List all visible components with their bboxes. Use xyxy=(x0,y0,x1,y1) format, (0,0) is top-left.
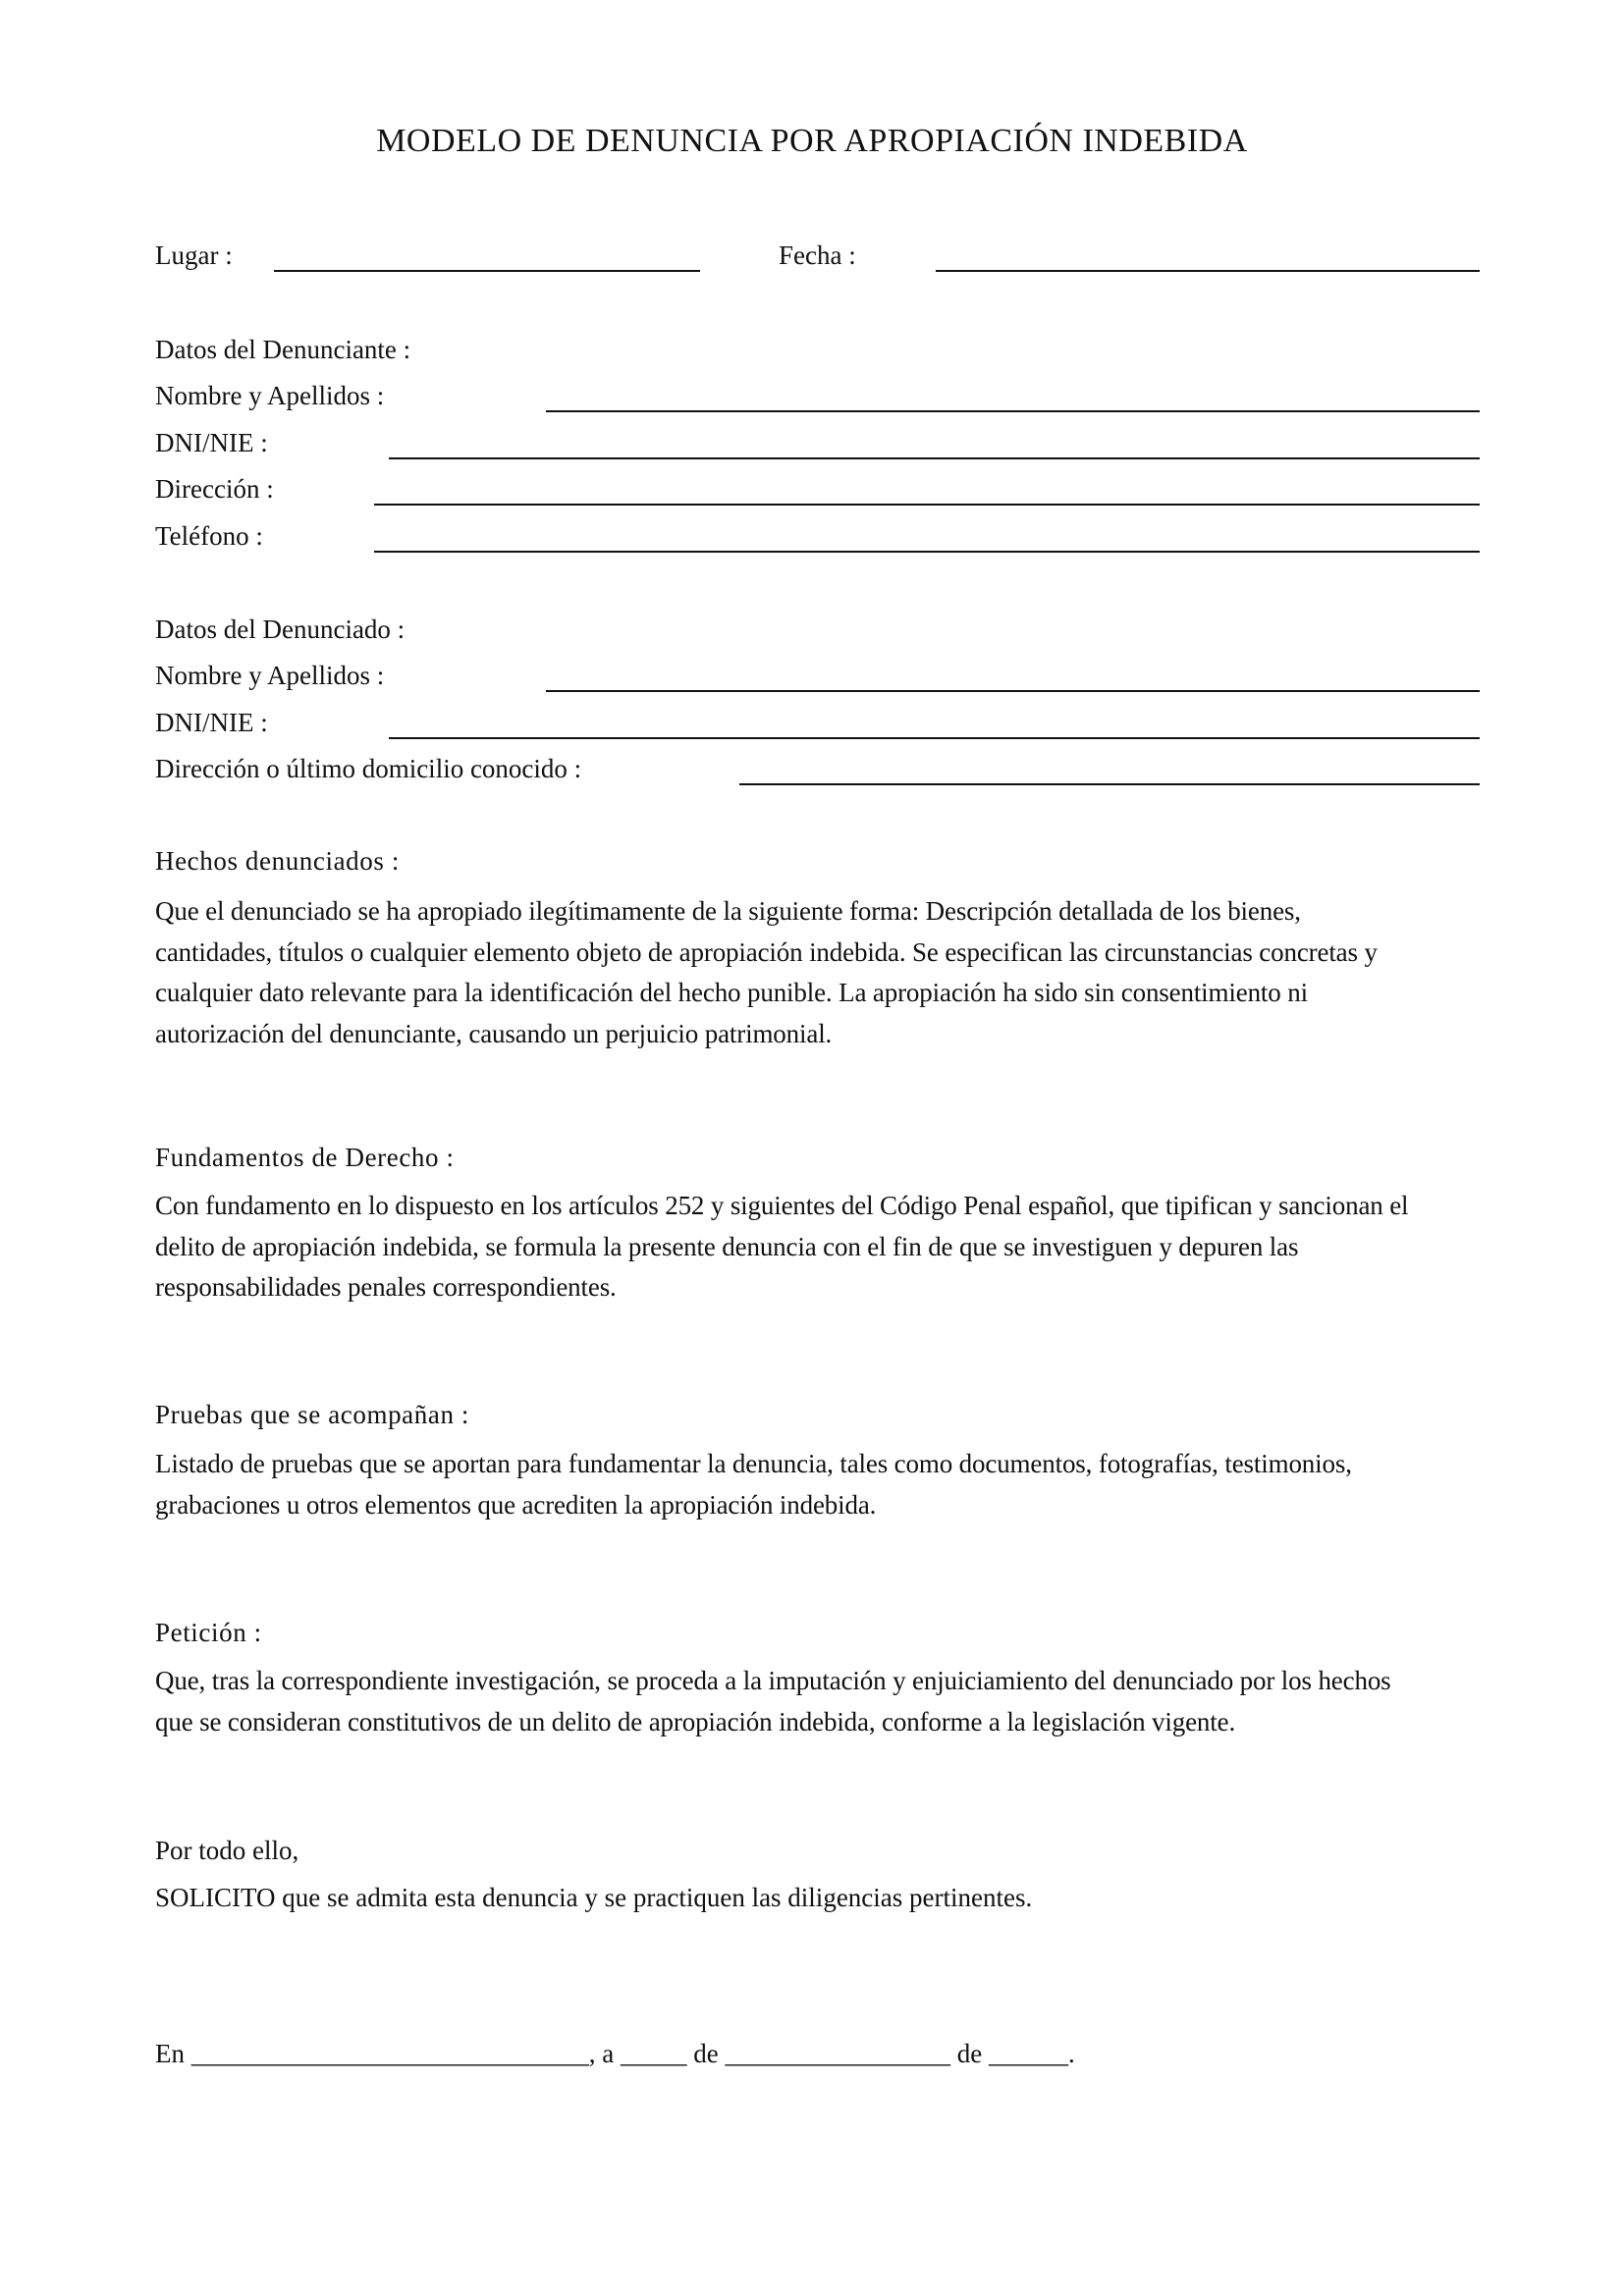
paragraph-line: que se consideran constitutivos de un delito de apropiación indebida, conforme a la legislación vigente. xyxy=(155,1706,1236,1736)
hechos-heading: Hechos denunciados : xyxy=(155,846,400,876)
paragraph-line: grabaciones u otros elementos que acrediten la apropiación indebida. xyxy=(155,1489,877,1520)
denunciante-telefono-label: Teléfono : xyxy=(155,521,263,551)
denunciante-dni-line[interactable] xyxy=(389,457,1480,459)
paragraph-line: Que el denunciado se ha apropiado ilegítimamente de la siguiente forma: Descripción detallada de los bienes, xyxy=(155,896,1301,926)
lugar-label: Lugar : xyxy=(155,240,233,270)
paragraph-line: delito de apropiación indebida, se formula la presente denuncia con el fin de que se investiguen y depuren las xyxy=(155,1231,1299,1261)
denunciante-nombre-line[interactable] xyxy=(546,410,1480,412)
peticion-heading: Petición : xyxy=(155,1618,262,1647)
denunciado-nombre-line[interactable] xyxy=(546,690,1480,692)
denunciado-direccion-label: Dirección o último domicilio conocido : xyxy=(155,754,582,783)
denunciado-dni-line[interactable] xyxy=(389,737,1480,739)
fecha-input-line[interactable] xyxy=(936,270,1480,272)
denunciante-heading: Datos del Denunciante : xyxy=(155,335,411,364)
pruebas-heading: Pruebas que se acompañan : xyxy=(155,1400,469,1429)
denunciado-nombre-label: Nombre y Apellidos : xyxy=(155,661,385,690)
solicito-text: SOLICITO que se admita esta denuncia y se practiquen las diligencias pertinentes. xyxy=(155,1883,1033,1912)
paragraph-line: Que, tras la correspondiente investigación, se proceda a la imputación y enjuiciamiento del denunciado por los hechos xyxy=(155,1666,1391,1695)
fundamentos-paragraph xyxy=(155,1186,1490,1308)
denunciado-dni-label: DNI/NIE : xyxy=(155,708,268,737)
peticion-paragraph xyxy=(155,1661,1490,1742)
denunciante-telefono-line[interactable] xyxy=(374,551,1480,553)
fecha-label: Fecha : xyxy=(779,240,856,270)
pruebas-paragraph xyxy=(155,1444,1490,1525)
denunciante-direccion-label: Dirección : xyxy=(155,474,274,504)
paragraph-line: autorización del denunciante, causando un perjuicio patrimonial. xyxy=(155,1018,833,1048)
denunciante-nombre-label: Nombre y Apellidos : xyxy=(155,381,385,410)
hechos-paragraph xyxy=(155,891,1490,1054)
paragraph-line: responsabilidades penales correspondientes. xyxy=(155,1272,617,1302)
signature-place-date-line[interactable]: En ______________________________, a _____ de _________________ de ______. xyxy=(155,2039,1075,2068)
fundamentos-heading: Fundamentos de Derecho : xyxy=(155,1143,455,1172)
denunciado-direccion-line[interactable] xyxy=(739,783,1480,785)
paragraph-line: Listado de pruebas que se aportan para fundamentar la denuncia, tales como documentos, fotografías, testimonios, xyxy=(155,1449,1352,1478)
por-todo-text: Por todo ello, xyxy=(155,1836,299,1865)
document-title: MODELO DE DENUNCIA POR APROPIACIÓN INDEBIDA xyxy=(376,123,1248,159)
denunciado-heading: Datos del Denunciado : xyxy=(155,614,406,644)
denunciante-direccion-line[interactable] xyxy=(374,504,1480,506)
paragraph-line: cantidades, títulos o cualquier elemento objeto de apropiación indebida. Se especifican las circunstancias concretas y xyxy=(155,936,1378,967)
denunciante-dni-label: DNI/NIE : xyxy=(155,428,268,457)
lugar-input-line[interactable] xyxy=(274,270,700,272)
paragraph-line: Con fundamento en lo dispuesto en los artículos 252 y siguientes del Código Penal español, que tipifican y sancionan el xyxy=(155,1191,1409,1220)
paragraph-line: cualquier dato relevante para la identificación del hecho punible. La apropiación ha sido sin consentimiento ni xyxy=(155,978,1308,1007)
